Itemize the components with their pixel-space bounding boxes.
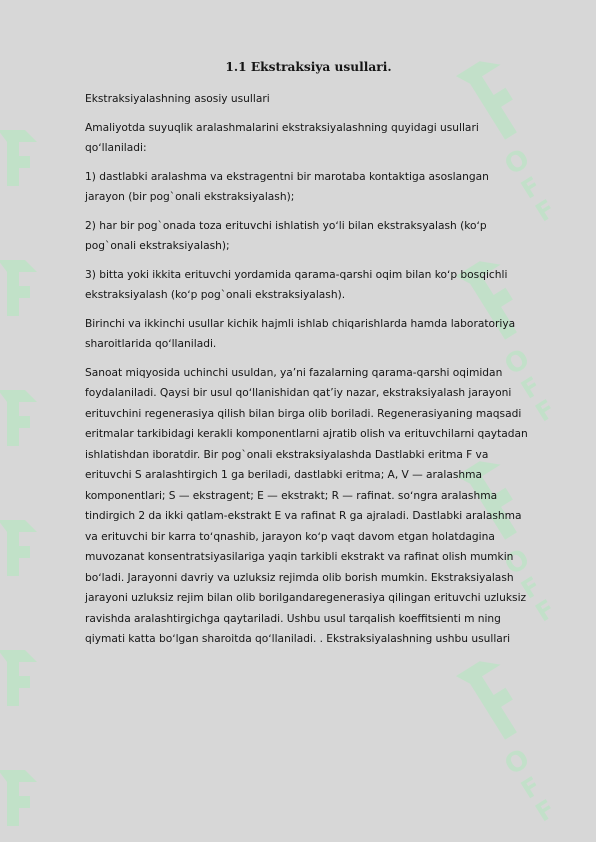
method-one-paragraph: 1) dastlabki aralashma va ekstragentni bir marotaba kontaktiga asoslangan jarayon (bir pog`onali ekstraksiyalash); <box>85 169 489 203</box>
svg-text:F: F <box>530 193 561 228</box>
subheading-paragraph: Ekstraksiyalashning asosiy usullari <box>85 92 270 105</box>
svg-text:F: F <box>530 393 561 428</box>
left-watermark-icon <box>0 250 42 322</box>
svg-text:O: O <box>499 342 536 382</box>
left-watermark-icon <box>0 760 42 832</box>
methods-intro-paragraph: Amaliyotda suyuqlik aralashmalarini ekstraksiyalashning quyidagi usullari qoʻllaniladi: <box>85 120 479 154</box>
svg-text:F: F <box>530 593 561 628</box>
industrial-method-paragraph: Sanoat miqyosida uchinchi usuldan, yaʼni fazalarning qarama-qarshi oqimidan foydalaniladi. Qaysi bir usul qoʻllanishidan qatʼiy nazar, ekstraksiyalash jarayoni erituvchini regenerasiya qilish bilan birga olib boriladi. Regenerasiyaning maqsadi eritmalar tarkibidagi kerakli komponentlarni ajratib olish va erituvchilarni qaytadan ishlatishdan iboratdir. Bir pog`onali ekstraksiyalashda Dastlabki eritma F va erituvchi S aralashtirgich 1 ga beriladi, dastlabki eritma; A, V — aralashma komponentlari; S — ekstragent; E — ekstrakt; R — rafinat. soʻngra aralashma tindirgich 2 da ikki qatlam-ekstrakt E va rafinat R ga ajraladi. Dastlabki aralashma va erituvchi bir karra toʻqnashib, jarayon koʻp vaqt davom etgan holatdagina muvozanat konsentratsiyasilariga yaqin tarkibli ekstrakt va rafinat olish mumkin boʻladi. Jarayonni davriy va uzluksiz rejimda olib borish mumkin. Ekstraksiyalash jarayoni uzluksiz rejim bilan olib borilgandaregenerasiya qilingan erituvchi uzluksiz ravishda aralashtirgichga qaytariladi. Ushbu usul tarqalish koeffitsienti m ning qiymati katta boʻlgan sharoitda qoʻllaniladi. . Ekstraksiyalashning ushbu usullari <box>85 365 528 645</box>
left-watermark-icon <box>0 640 42 712</box>
left-watermark-icon <box>0 380 42 452</box>
method-two-paragraph: 2) har bir pog`onada toza erituvchi ishlatish yoʻli bilan ekstraksyalash (koʻp pog`onali ekstraksiyalash); <box>85 218 487 252</box>
svg-text:F: F <box>516 770 546 805</box>
svg-text:O: O <box>499 542 536 582</box>
svg-text:F: F <box>530 793 561 828</box>
svg-text:O: O <box>499 742 536 782</box>
document-heading: 1.1 Ekstraksiya usullari. <box>225 60 392 74</box>
left-watermark-icon <box>0 120 42 192</box>
svg-text:F: F <box>516 570 546 605</box>
svg-text:F: F <box>516 170 546 205</box>
lab-use-paragraph: Birinchi va ikkinchi usullar kichik hajmli ishlab chiqarishlarda hamda laboratoriya sharoitlarida qoʻllaniladi. <box>85 316 516 350</box>
svg-text:F: F <box>516 370 546 405</box>
left-watermark-icon <box>0 510 42 582</box>
watermark-logo-icon <box>441 640 594 829</box>
document-content <box>85 58 532 658</box>
svg-text:O: O <box>499 142 536 182</box>
method-three-paragraph: 3) bitta yoki ikkita erituvchi yordamida qarama-qarshi oqim bilan koʻp bosqichli ekstraksiyalash (koʻp pog`onali ekstraksiyalash). <box>85 267 508 301</box>
